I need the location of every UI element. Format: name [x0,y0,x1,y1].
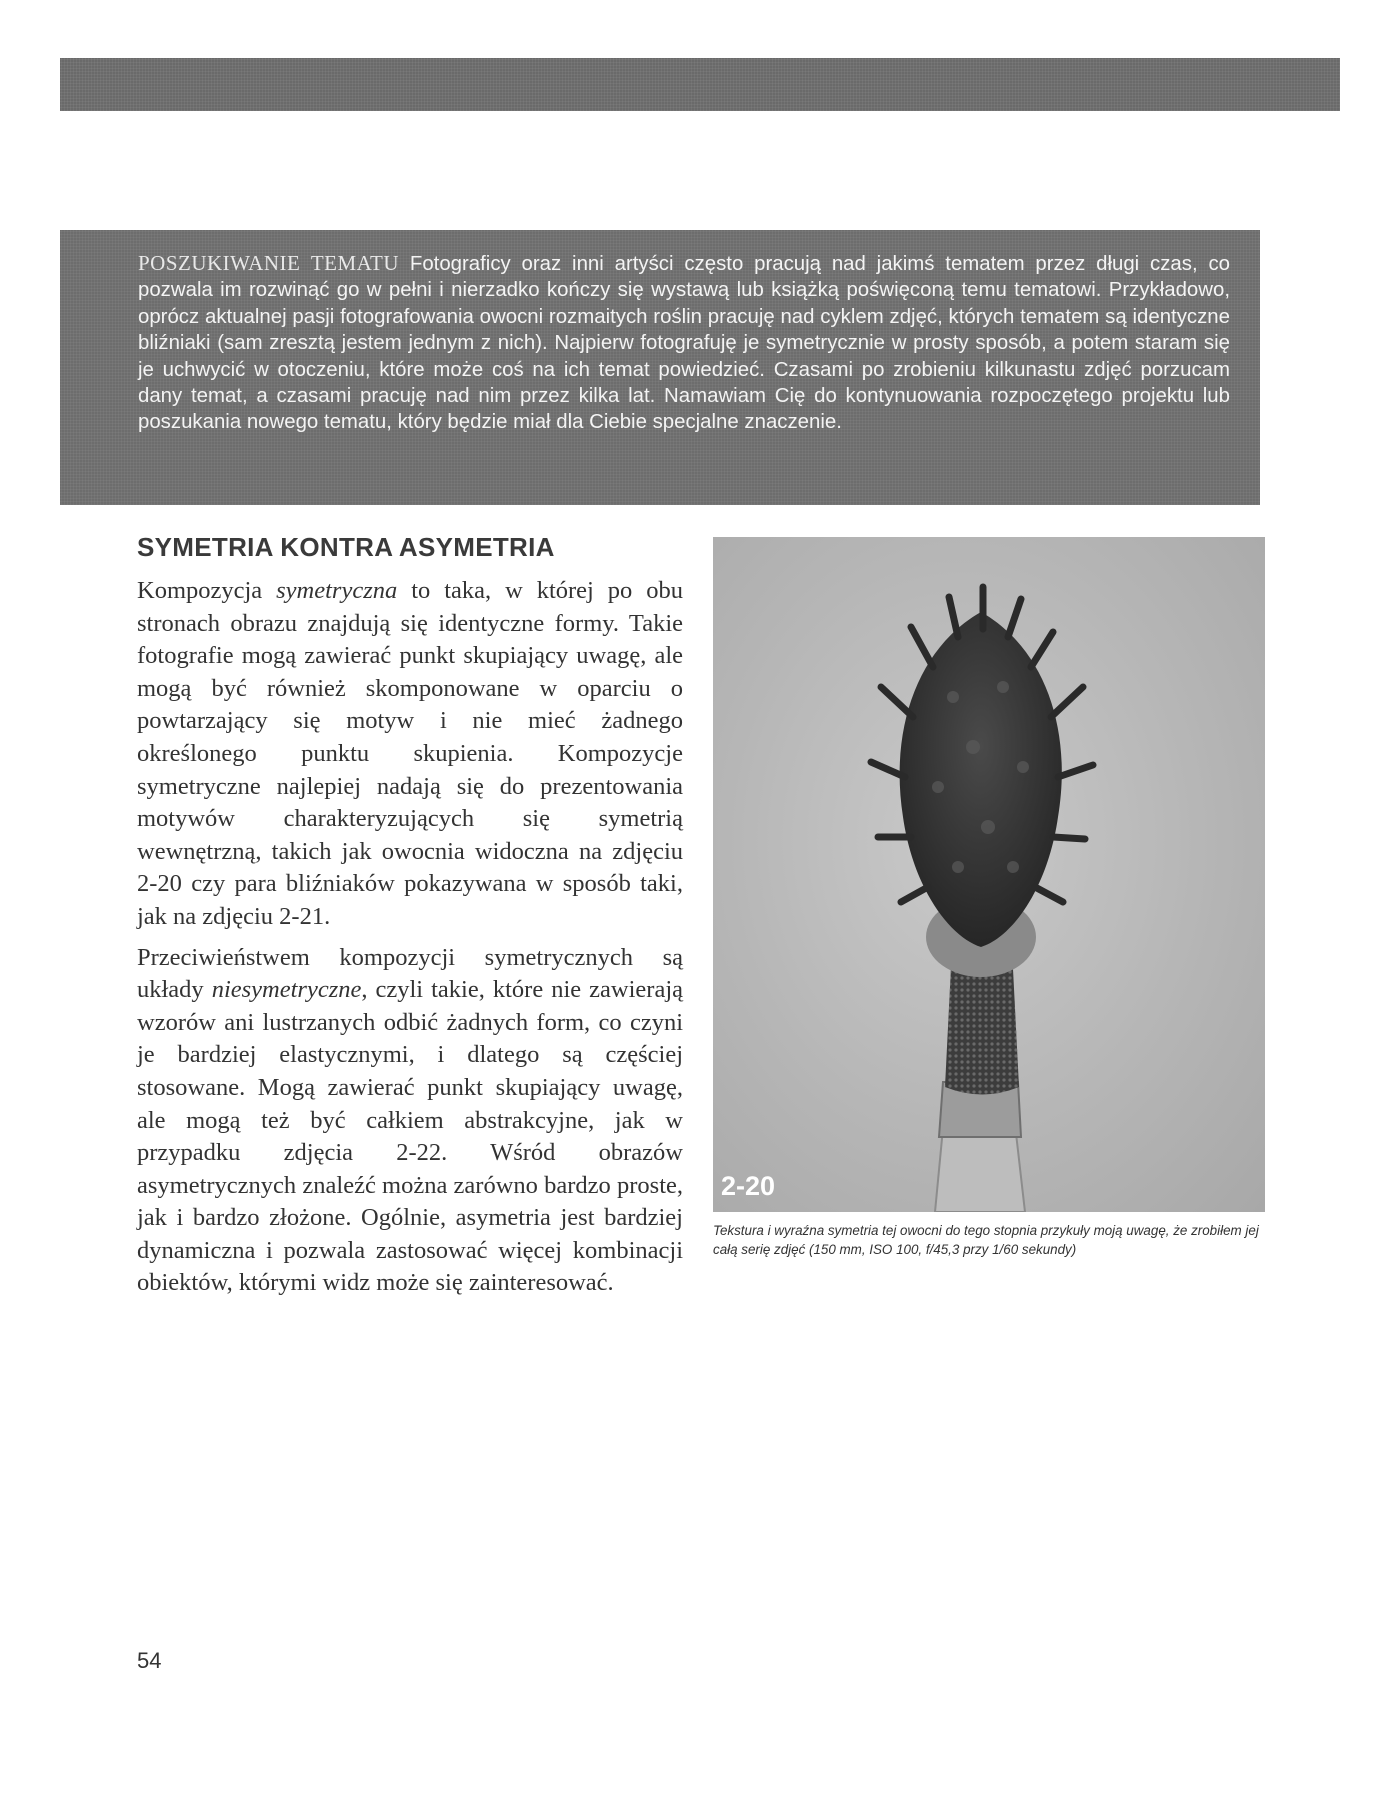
sidebar-title: POSZUKIWANIE TEMATU [138,251,400,275]
paragraph-1-part-2: to taka, w której po obu stronach obrazu znajdują się identyczne formy. Takie fotografie mogą zawierać punkt skupiający uwagę, ale mogą być również skomponowane w oparciu o powtarzający się motyw i nie mieć żadnego określonego punktu skupienia. Kompozycje symetryczne najlepiej nadają się do prezentowania motywów charakteryzujących się symetrią wewnętrzną, takich jak owocnia widoczna na zdjęciu 2-20 czy para bliźniaków pokazywana w sposób taki, jak na zdjęciu 2-21. [137,577,684,930]
page-number: 54 [137,1648,162,1673]
paragraph-2-part-2: , czyli takie, które nie zawierają wzorów ani lustrzanych odbić żadnych form, co czyni je bardziej elastycznymi, i dlatego są częściej stosowane. Mogą zawierać punkt skupiający uwagę, ale mogą też być całkiem abstrakcyjne, jak w przypadku zdjęcia 2-22. Wśród obrazów asymetrycznych znaleźć można zarówno bardzo proste, jak i bardzo złożone. Ogólnie, asymetria jest bardziej dynamiczna i pozwala zastosować więcej kombinacji obiektów, którymi widz może się zainteresować. [137,976,683,1297]
paragraph-2-emphasis: niesymetryczne [211,976,362,1004]
paragraph-2-part-1: Przeciwieństwem kompozycji symetrycznych są układy [137,943,683,1004]
body-text [137,575,683,1308]
paragraph-symmetry [137,575,683,934]
seed-pod-illustration [713,537,1265,1212]
header-bar [60,58,1340,111]
sidebar-box [60,230,1260,505]
paragraph-asymmetry [137,942,683,1301]
figure-number-label: 2-20 [721,1171,776,1201]
figure-caption: Tekstura i wyraźna symetria tej owocni do tego stopnia przykuły moją uwagę, że zrobiłem jej całą serię zdjęć (150 mm, ISO 100, f/45,3 przy 1/60 sekundy) [713,1223,1259,1257]
sidebar-text: Fotograficy oraz inni artyści często pracują nad jakimś tematem przez długi czas, co pozwala im rozwinąć go w pełni i nierzadko kończy się wystawą lub książką poświęconą temu tematowi. Przykładowo, oprócz aktualnej pasji fotografowania owocni rozmaitych roślin pracuję nad cyklem zdjęć, których tematem są identyczne bliźniaki (sam zresztą jestem jednym z nich). Najpierw fotografuję je symetrycznie w prosty sposób, a potem staram się je uchwycić w otoczeniu, które może coś na ich temat powiedzieć. Czasami po zrobieniu kilkunastu zdjęć porzucam dany temat, a czasami pracuję nad nim przez kilka lat. Namawiam Cię do kontynuowania rozpoczętego projektu lub poszukania nowego tematu, który będzie miał dla Ciebie specjalne znaczenie. [138,253,1230,434]
figure-photo [713,537,1265,1212]
paragraph-1-emphasis: symetryczna [276,577,398,604]
section-heading: SYMETRIA KONTRA ASYMETRIA [137,532,555,562]
paragraph-1-part-1: Kompozycja [137,577,277,604]
